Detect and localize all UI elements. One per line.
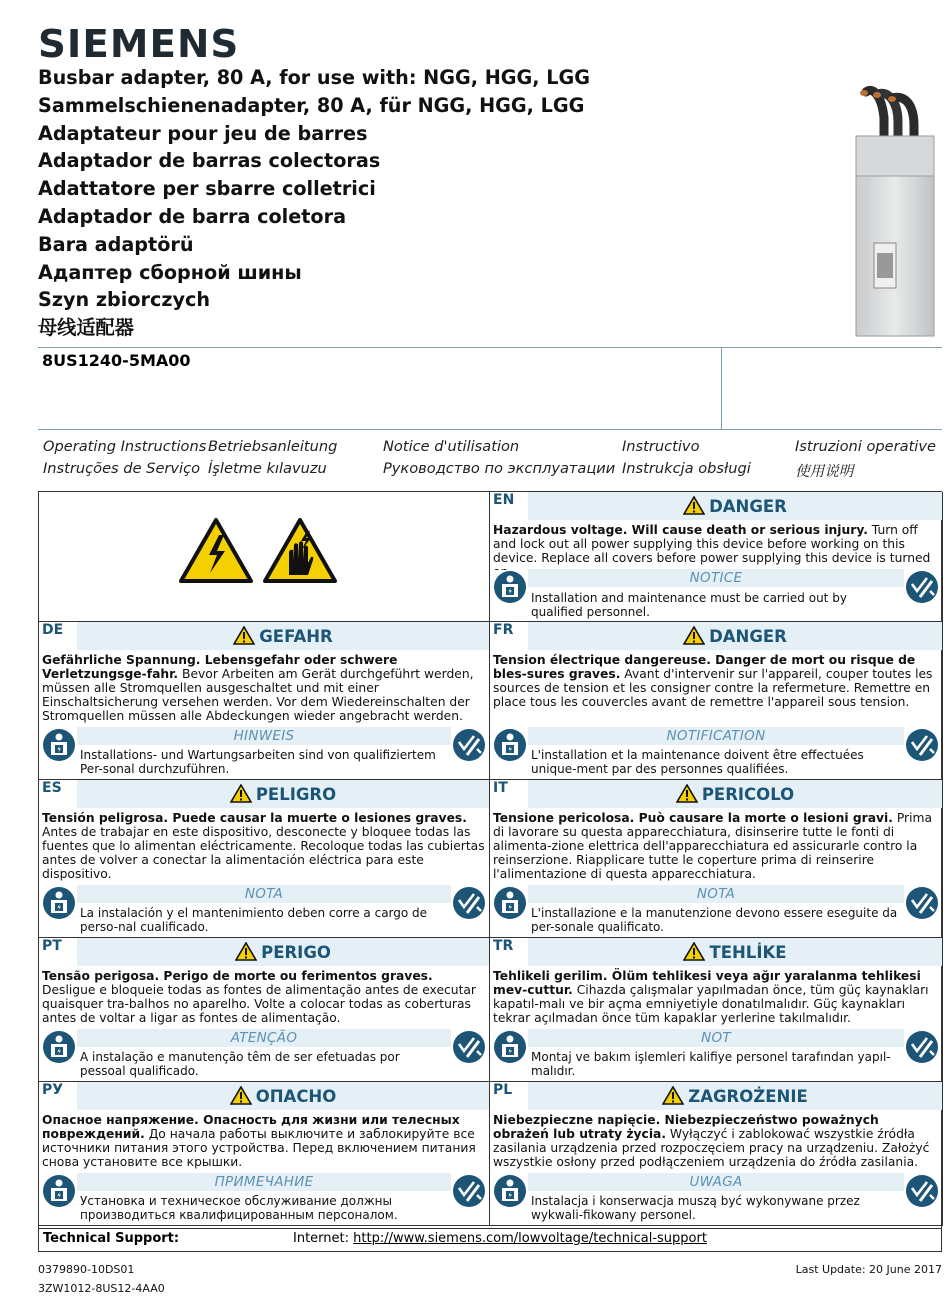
danger-heading: ZAGROŻENIE — [688, 1087, 808, 1106]
read-instructions-icon — [905, 570, 939, 604]
qualified-personnel-icon — [42, 1174, 76, 1208]
read-instructions-icon — [452, 1030, 486, 1064]
warning-triangle-icon — [676, 784, 698, 803]
danger-lead: Tensione pericolosa. Può causare la morte o lesioni gravi. — [493, 811, 893, 825]
title-fr: Adaptateur pour jeu de barres — [38, 121, 368, 145]
danger-header — [528, 622, 942, 650]
danger-text — [42, 1113, 485, 1169]
warning-triangle-icon — [230, 784, 252, 803]
language-code: DE — [42, 622, 64, 638]
read-instructions-icon — [452, 1174, 486, 1208]
title-pl: Szyn zbiorczych — [38, 288, 211, 312]
notice-text: Montaj ve bakım işlemleri kalifiye personel tarafından yapıl-malıdır. — [531, 1050, 891, 1078]
title-it: Adattatore per sbarre colletrici — [38, 177, 376, 201]
danger-lead: Tensão perigosa. Perigo de morte ou ferimentos graves. — [42, 969, 433, 983]
warning-triangle-icon — [233, 626, 255, 645]
oi-label-fr: Notice d'utilisation — [383, 438, 520, 455]
section-en — [490, 492, 943, 622]
danger-heading: DANGER — [709, 497, 787, 516]
oi-label-pl: Instrukcja obsługi — [622, 460, 751, 477]
danger-body: Bevor Arbeiten am Gerät durchgeführt werden, müssen alle Stromquellen ausgeschaltet und mit einer Einschaltsicherung versehen werden. Vor dem Wiedereinschalten der Stromquellen müssen alle Abdeckungen wieder angebracht werden. — [42, 667, 474, 723]
qualified-personnel-icon — [493, 570, 527, 604]
language-code: TR — [493, 938, 514, 954]
support-link[interactable]: http://www.siemens.com/lowvoltage/technical-support — [353, 1231, 707, 1246]
danger-lead: Tensión peligrosa. Puede causar la muerte o lesiones graves. — [42, 811, 467, 825]
section-ru — [39, 1082, 490, 1226]
title-tr: Bara adaptörü — [38, 232, 194, 256]
danger-heading: ОПАСНО — [255, 1087, 337, 1106]
language-code: IT — [493, 780, 508, 796]
danger-lead: Niebezpieczne napięcie. Niebezpieczeństwo poważnych obrażeń lub utraty życia. — [493, 1113, 879, 1141]
divider — [38, 429, 942, 430]
title-zh: 母线适配器 — [38, 316, 134, 340]
notice-heading: NOTIFICATION — [528, 727, 904, 745]
qualified-personnel-icon — [493, 728, 527, 762]
support-internet — [293, 1229, 707, 1249]
notice-heading: NOTICE — [528, 569, 904, 587]
danger-text — [493, 969, 938, 1025]
danger-header — [528, 780, 942, 808]
notice-heading: UWAGA — [528, 1173, 904, 1191]
busbar-adapter-image — [844, 78, 942, 340]
oi-label-es: Instructivo — [622, 438, 700, 455]
danger-heading: PERICOLO — [701, 785, 795, 804]
danger-text — [42, 811, 485, 881]
divider — [721, 347, 722, 429]
warning-triangle-icon — [235, 942, 257, 961]
notice-text: L'installazione e la manutenzione devono essere eseguite da per-sonale qualificato. — [531, 906, 898, 934]
section-fr — [490, 622, 943, 780]
danger-lead: Tehlikeli gerilim. Ölüm tehlikesi veya ağır yaralanma tehlikesi mev-cuttur. — [493, 969, 921, 997]
danger-header — [77, 938, 489, 966]
warning-triangle-icon — [683, 626, 705, 645]
danger-body: Desligue e bloqueie todas as fontes de alimentação antes de executar quaisquer tra-balhos no aparelho. Volte a colocar todas as coberturas antes de voltar a ligar as fontes de alimentação. — [42, 983, 476, 1025]
oi-label-de: Betriebsanleitung — [208, 438, 338, 455]
title-ru: Адаптер сборной шины — [38, 260, 302, 284]
electric-hazard-icon — [181, 520, 251, 581]
notice-text: A instalação e manutenção têm de ser efetuadas por pessoal qualificado. — [80, 1050, 400, 1078]
oi-label-pt: Instruções de Serviço — [43, 460, 201, 477]
danger-heading: DANGER — [709, 627, 787, 646]
read-instructions-icon — [905, 1174, 939, 1208]
electric-shock-hand-icon — [265, 520, 335, 581]
notice-text: Installations- und Wartungsarbeiten sind von qualifiziertem Per-sonal durchzuführen. — [80, 748, 436, 776]
danger-body: Cihazda çalışmalar yapılmadan önce, tüm güç kaynakları kapatıl-malı ve bir açma emniyetiyle donatılmalıdır. Güç kaynakları tekrar açılmadan önce tüm kapaklar yerlerine takılmalıdır. — [493, 983, 929, 1025]
support-label: Technical Support: — [43, 1231, 180, 1246]
danger-lead: Hazardous voltage. Will cause death or serious injury. — [493, 523, 868, 537]
qualified-personnel-icon — [42, 728, 76, 762]
divider — [38, 347, 942, 348]
danger-lead: Gefährliche Spannung. Lebensgefahr oder schwere Verletzungsge-fahr. — [42, 653, 398, 681]
section-es — [39, 780, 490, 938]
oi-label-it: Istruzioni operative — [795, 438, 936, 455]
danger-header — [528, 492, 942, 520]
document-id: 0379890-10DS01 — [38, 1263, 135, 1276]
qualified-personnel-icon — [493, 1174, 527, 1208]
danger-header — [528, 1082, 942, 1110]
danger-text — [42, 969, 485, 1025]
warning-signs-cell — [39, 492, 490, 622]
notice-text: L'installation et la maintenance doivent être effectuées unique-ment par des personnes qualifiées. — [531, 748, 864, 776]
siemens-logo: SIEMENS — [38, 22, 240, 66]
danger-header — [77, 622, 489, 650]
notice-heading: NOTA — [77, 885, 451, 903]
warning-triangle-icon — [230, 1086, 252, 1105]
danger-header — [77, 780, 489, 808]
notice-heading: HINWEIS — [77, 727, 451, 745]
danger-text — [493, 811, 938, 881]
warning-signs — [179, 517, 379, 587]
read-instructions-icon — [905, 1030, 939, 1064]
qualified-personnel-icon — [493, 1030, 527, 1064]
language-code: PT — [42, 938, 62, 954]
notice-text: Установка и техническое обслуживание должны производиться квалифицированным персоналом. — [80, 1194, 398, 1222]
warning-triangle-icon — [683, 496, 705, 515]
language-code: PL — [493, 1082, 513, 1098]
notice-heading: NOT — [528, 1029, 904, 1047]
danger-header — [528, 938, 942, 966]
oi-label-en: Operating Instructions — [43, 438, 207, 455]
danger-body: Avant d'intervenir sur l'appareil, couper toutes les sources de tension et les consigner contre la refermeture. Remettre en place tous les couvercles avant de remettre l'appareil sous tension. — [493, 667, 933, 709]
title-en: Busbar adapter, 80 A, for use with: NGG, HGG, LGG — [38, 66, 590, 89]
read-instructions-icon — [905, 886, 939, 920]
oi-label-zh: 使用说明 — [795, 463, 854, 480]
danger-heading: PELIGRO — [255, 785, 337, 804]
qualified-personnel-icon — [42, 1030, 76, 1064]
danger-body: До начала работы выключите и заблокируйте все источники питания этого устройства. Перед включением питания снова установите все крышки. — [42, 1127, 476, 1169]
language-code: РУ — [42, 1082, 64, 1098]
read-instructions-icon — [452, 886, 486, 920]
warning-triangle-icon — [662, 1086, 684, 1105]
danger-body: Turn off and lock out all power supplying this device before working on this device. Replace all covers before power supplying this device is turned — [493, 523, 931, 565]
section-tr — [490, 938, 943, 1082]
danger-heading: PERIGO — [261, 943, 331, 962]
danger-lead: Tension électrique dangereuse. Danger de mort ou risque de bles-sures graves. — [493, 653, 916, 681]
notice-text: Instalacja i konserwacja muszą być wykonywane przez wykwali-fikowany personel. — [531, 1194, 860, 1222]
section-pl — [490, 1082, 943, 1226]
danger-heading: TEHLİKE — [709, 943, 787, 962]
last-update: Last Update: 20 June 2017 — [795, 1263, 942, 1276]
notice-heading: ATENÇÃO — [77, 1029, 451, 1047]
danger-text — [42, 653, 485, 723]
section-pt — [39, 938, 490, 1082]
read-instructions-icon — [905, 728, 939, 762]
language-code: ES — [42, 780, 62, 796]
warning-triangle-icon — [683, 942, 705, 961]
notice-heading: ПРИМЕЧАНИЕ — [77, 1173, 451, 1191]
danger-lead: Опасное напряжение. Опасность для жизни или телесных повреждений. — [42, 1113, 460, 1141]
section-de — [39, 622, 490, 780]
language-code: EN — [493, 492, 515, 508]
title-es: Adaptador de barras colectoras — [38, 149, 381, 173]
qualified-personnel-icon — [42, 886, 76, 920]
language-code: FR — [493, 622, 514, 638]
danger-text — [493, 1113, 938, 1169]
internet-label: Internet: — [293, 1231, 354, 1246]
notice-text: Installation and maintenance must be carried out by qualified personnel. — [531, 591, 847, 619]
read-instructions-icon — [452, 728, 486, 762]
danger-header — [77, 1082, 489, 1110]
safety-grid — [38, 491, 942, 1252]
danger-body: Antes de trabajar en este dispositivo, desconecte y bloquee todas las fuentes que lo alimentan eléctricamente. Recoloque todas las cubiertas antes de volver a conectar la alimentación eléctrica para este dispositivo. — [42, 825, 485, 881]
oi-label-ru: Руководство по эксплуатации — [383, 460, 616, 477]
order-number: 3ZW1012-8US12-4AA0 — [38, 1282, 165, 1295]
danger-body: Wyłączyć i zablokować wszystkie źródła zasilania urządzenia przed rozpoczęciem pracy na urządzeniu. Założyć wszystkie osłony przed podłączeniem urządzenia do źródła zasilania. — [493, 1127, 930, 1169]
section-it — [490, 780, 943, 938]
technical-support-row — [38, 1228, 942, 1250]
title-pt: Adaptador de barra coletora — [38, 204, 347, 228]
part-number: 8US1240-5MA00 — [42, 351, 191, 370]
oi-label-tr: İşletme kılavuzu — [208, 460, 327, 477]
title-de: Sammelschienenadapter, 80 A, für NGG, HGG, LGG — [38, 93, 585, 117]
danger-body: Prima di lavorare su questa apparecchiatura, disinserire tutte le fonti di alimenta-zione elettrica dell'apparecchiatura ed assicurarle contro la reinserzione. Riapplicare tutte le coperture prima di reinserire l'alimentazione di questa apparecchiatura. — [493, 811, 933, 881]
danger-text — [493, 653, 938, 709]
danger-heading: GEFAHR — [259, 627, 333, 646]
product-titles — [38, 66, 590, 344]
notice-text: La instalación y el mantenimiento deben corre a cargo de perso-nal cualificado. — [80, 906, 428, 934]
notice-heading: NOTA — [528, 885, 904, 903]
qualified-personnel-icon — [493, 886, 527, 920]
